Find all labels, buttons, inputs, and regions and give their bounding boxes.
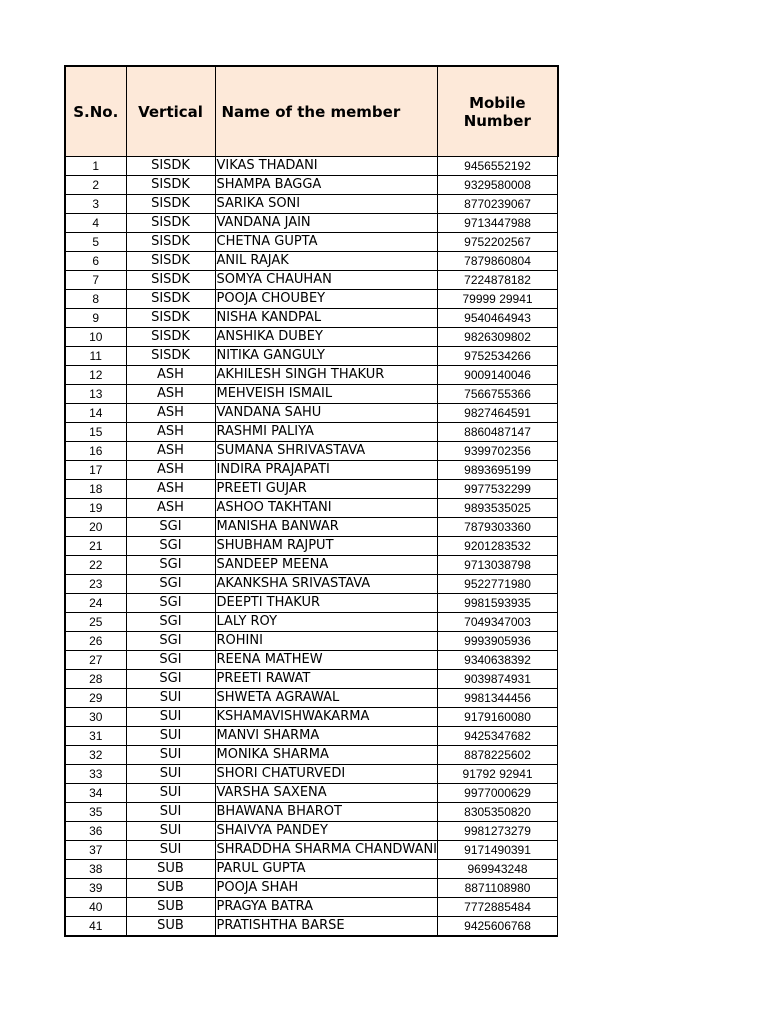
row-vertical: SUI [126,746,215,765]
row-vertical: SUI [126,822,215,841]
row-mobile-number: 9826309802 [438,328,558,347]
row-sno: 28 [65,670,126,689]
row-vertical: SGI [126,575,215,594]
row-sno: 2 [65,176,126,195]
table-row [65,860,558,879]
row-sno: 34 [65,784,126,803]
row-vertical: SISDK [126,290,215,309]
row-sno: 18 [65,480,126,499]
table-row [65,176,558,195]
row-vertical: ASH [126,480,215,499]
row-member-name: ANSHIKA DUBEY [215,328,438,347]
row-member-name: SHAMPA BAGGA [215,176,438,195]
row-mobile-number: 7879303360 [438,518,558,537]
table-row [65,898,558,917]
row-sno: 1 [65,157,126,176]
row-vertical: SISDK [126,157,215,176]
row-vertical: ASH [126,366,215,385]
row-sno: 15 [65,423,126,442]
row-mobile-number: 9425606768 [438,917,558,937]
row-vertical: SGI [126,537,215,556]
row-sno: 16 [65,442,126,461]
row-sno: 23 [65,575,126,594]
row-mobile-number: 7879860804 [438,252,558,271]
row-vertical: SISDK [126,195,215,214]
row-sno: 20 [65,518,126,537]
row-vertical: SISDK [126,176,215,195]
row-member-name: SUMANA SHRIVASTAVA [215,442,438,461]
row-member-name: NISHA KANDPAL [215,309,438,328]
row-member-name: SHRADDHA SHARMA CHANDWANI [215,841,438,860]
row-vertical: SUI [126,784,215,803]
row-sno: 8 [65,290,126,309]
table-row [65,651,558,670]
row-mobile-number: 9827464591 [438,404,558,423]
row-mobile-number: 8770239067 [438,195,558,214]
row-member-name: SHAIVYA PANDEY [215,822,438,841]
row-member-name: ANIL RAJAK [215,252,438,271]
table-row [65,594,558,613]
row-member-name: INDIRA PRAJAPATI [215,461,438,480]
row-vertical: SUB [126,879,215,898]
row-mobile-number: 7224878182 [438,271,558,290]
row-member-name: MANVI SHARMA [215,727,438,746]
row-vertical: SGI [126,613,215,632]
row-mobile-number: 9713038798 [438,556,558,575]
row-vertical: SISDK [126,214,215,233]
row-mobile-number: 79999 29941 [438,290,558,309]
row-sno: 39 [65,879,126,898]
row-member-name: SARIKA SONI [215,195,438,214]
row-mobile-number: 9752534266 [438,347,558,366]
row-sno: 3 [65,195,126,214]
table-row [65,784,558,803]
row-mobile-number: 9752202567 [438,233,558,252]
row-mobile-number: 7566755366 [438,385,558,404]
row-sno: 10 [65,328,126,347]
table-row [65,347,558,366]
row-member-name: PARUL GUPTA [215,860,438,879]
row-mobile-number: 9456552192 [438,157,558,176]
row-vertical: SGI [126,518,215,537]
row-vertical: ASH [126,442,215,461]
row-member-name: SOMYA CHAUHAN [215,271,438,290]
table-row [65,575,558,594]
row-mobile-number: 91792 92941 [438,765,558,784]
row-sno: 26 [65,632,126,651]
row-member-name: MEHVEISH ISMAIL [215,385,438,404]
header-mobile-line1: Mobile [469,93,526,112]
row-mobile-number: 9981273279 [438,822,558,841]
row-mobile-number: 9893695199 [438,461,558,480]
row-vertical: ASH [126,423,215,442]
row-mobile-number: 9713447988 [438,214,558,233]
table-row [65,537,558,556]
row-mobile-number: 9329580008 [438,176,558,195]
header-mobile [438,66,558,157]
row-sno: 21 [65,537,126,556]
row-member-name: MONIKA SHARMA [215,746,438,765]
table-row [65,423,558,442]
row-member-name: PRATISHTHA BARSE [215,917,438,937]
row-member-name: VANDANA SAHU [215,404,438,423]
header-mobile-line2: Number [463,111,531,130]
row-member-name: SHORI CHATURVEDI [215,765,438,784]
row-member-name: SHWETA AGRAWAL [215,689,438,708]
row-member-name: PRAGYA BATRA [215,898,438,917]
row-sno: 37 [65,841,126,860]
row-member-name: VARSHA SAXENA [215,784,438,803]
row-vertical: SUB [126,917,215,937]
table-row [65,442,558,461]
table-row [65,328,558,347]
row-sno: 22 [65,556,126,575]
row-sno: 9 [65,309,126,328]
row-vertical: SISDK [126,347,215,366]
row-member-name: VANDANA JAIN [215,214,438,233]
table-row [65,385,558,404]
row-sno: 40 [65,898,126,917]
table-row [65,214,558,233]
row-mobile-number: 969943248 [438,860,558,879]
row-sno: 27 [65,651,126,670]
table-row [65,480,558,499]
row-mobile-number: 9977532299 [438,480,558,499]
member-table [64,65,559,937]
row-mobile-number: 9039874931 [438,670,558,689]
row-member-name: POOJA CHOUBEY [215,290,438,309]
row-sno: 13 [65,385,126,404]
row-member-name: KSHAMAVISHWAKARMA [215,708,438,727]
row-mobile-number: 9893535025 [438,499,558,518]
table-row [65,252,558,271]
row-mobile-number: 9340638392 [438,651,558,670]
table-row [65,290,558,309]
row-vertical: ASH [126,461,215,480]
row-member-name: POOJA SHAH [215,879,438,898]
row-sno: 5 [65,233,126,252]
table-row [65,404,558,423]
row-member-name: SHUBHAM RAJPUT [215,537,438,556]
row-sno: 24 [65,594,126,613]
header-vertical: Vertical [126,66,215,157]
table-row [65,689,558,708]
row-vertical: SISDK [126,233,215,252]
table-row [65,499,558,518]
row-sno: 36 [65,822,126,841]
row-mobile-number: 9981344456 [438,689,558,708]
header-name: Name of the member [215,66,438,157]
row-sno: 17 [65,461,126,480]
row-vertical: SISDK [126,328,215,347]
table-row [65,613,558,632]
row-mobile-number: 8860487147 [438,423,558,442]
table-row [65,366,558,385]
row-vertical: SUI [126,708,215,727]
row-mobile-number: 9993905936 [438,632,558,651]
table-row [65,632,558,651]
row-vertical: SUB [126,860,215,879]
row-member-name: MANISHA BANWAR [215,518,438,537]
row-vertical: ASH [126,404,215,423]
row-mobile-number: 7049347003 [438,613,558,632]
row-mobile-number: 9540464943 [438,309,558,328]
row-sno: 32 [65,746,126,765]
row-mobile-number: 9977000629 [438,784,558,803]
row-vertical: SGI [126,594,215,613]
header-sno: S.No. [65,66,126,157]
row-mobile-number: 9981593935 [438,594,558,613]
row-mobile-number: 9201283532 [438,537,558,556]
row-member-name: RASHMI PALIYA [215,423,438,442]
row-member-name: CHETNA GUPTA [215,233,438,252]
row-member-name: PREETI RAWAT [215,670,438,689]
row-sno: 29 [65,689,126,708]
row-sno: 7 [65,271,126,290]
table-header [65,66,558,157]
row-mobile-number: 7772885484 [438,898,558,917]
row-vertical: SUI [126,689,215,708]
row-sno: 11 [65,347,126,366]
header-row [65,66,558,157]
row-member-name: BHAWANA BHAROT [215,803,438,822]
row-sno: 35 [65,803,126,822]
table-row [65,727,558,746]
row-mobile-number: 9171490391 [438,841,558,860]
row-member-name: AKANKSHA SRIVASTAVA [215,575,438,594]
row-mobile-number: 8305350820 [438,803,558,822]
row-sno: 6 [65,252,126,271]
row-member-name: DEEPTI THAKUR [215,594,438,613]
row-vertical: SUB [126,898,215,917]
row-vertical: SUI [126,727,215,746]
row-vertical: SGI [126,651,215,670]
table-row [65,195,558,214]
row-sno: 12 [65,366,126,385]
row-mobile-number: 9009140046 [438,366,558,385]
row-sno: 33 [65,765,126,784]
row-mobile-number: 9522771980 [438,575,558,594]
row-vertical: ASH [126,499,215,518]
table-row [65,879,558,898]
table-body [65,157,558,937]
row-vertical: SGI [126,556,215,575]
row-member-name: LALY ROY [215,613,438,632]
row-vertical: SISDK [126,309,215,328]
row-member-name: REENA MATHEW [215,651,438,670]
row-mobile-number: 9179160080 [438,708,558,727]
row-member-name: VIKAS THADANI [215,157,438,176]
row-vertical: SISDK [126,252,215,271]
table-row [65,461,558,480]
row-sno: 14 [65,404,126,423]
row-sno: 30 [65,708,126,727]
row-sno: 38 [65,860,126,879]
table-row [65,746,558,765]
table-row [65,917,558,937]
row-sno: 19 [65,499,126,518]
row-vertical: SUI [126,841,215,860]
row-sno: 25 [65,613,126,632]
row-member-name: PREETI GUJAR [215,480,438,499]
table-row [65,309,558,328]
row-sno: 4 [65,214,126,233]
table-row [65,233,558,252]
table-row [65,803,558,822]
row-member-name: ROHINI [215,632,438,651]
table-row [65,670,558,689]
row-mobile-number: 9399702356 [438,442,558,461]
table-row [65,518,558,537]
table-row [65,708,558,727]
row-member-name: AKHILESH SINGH THAKUR [215,366,438,385]
row-mobile-number: 9425347682 [438,727,558,746]
row-vertical: SGI [126,670,215,689]
row-vertical: SUI [126,803,215,822]
row-member-name: NITIKA GANGULY [215,347,438,366]
table-row [65,556,558,575]
table-row [65,271,558,290]
table-row [65,822,558,841]
row-mobile-number: 8871108980 [438,879,558,898]
row-vertical: ASH [126,385,215,404]
row-sno: 31 [65,727,126,746]
row-member-name: ASHOO TAKHTANI [215,499,438,518]
row-mobile-number: 8878225602 [438,746,558,765]
row-sno: 41 [65,917,126,937]
row-vertical: SGI [126,632,215,651]
row-vertical: SUI [126,765,215,784]
row-vertical: SISDK [126,271,215,290]
table-row [65,765,558,784]
row-member-name: SANDEEP MEENA [215,556,438,575]
table-row [65,841,558,860]
table-row [65,157,558,176]
